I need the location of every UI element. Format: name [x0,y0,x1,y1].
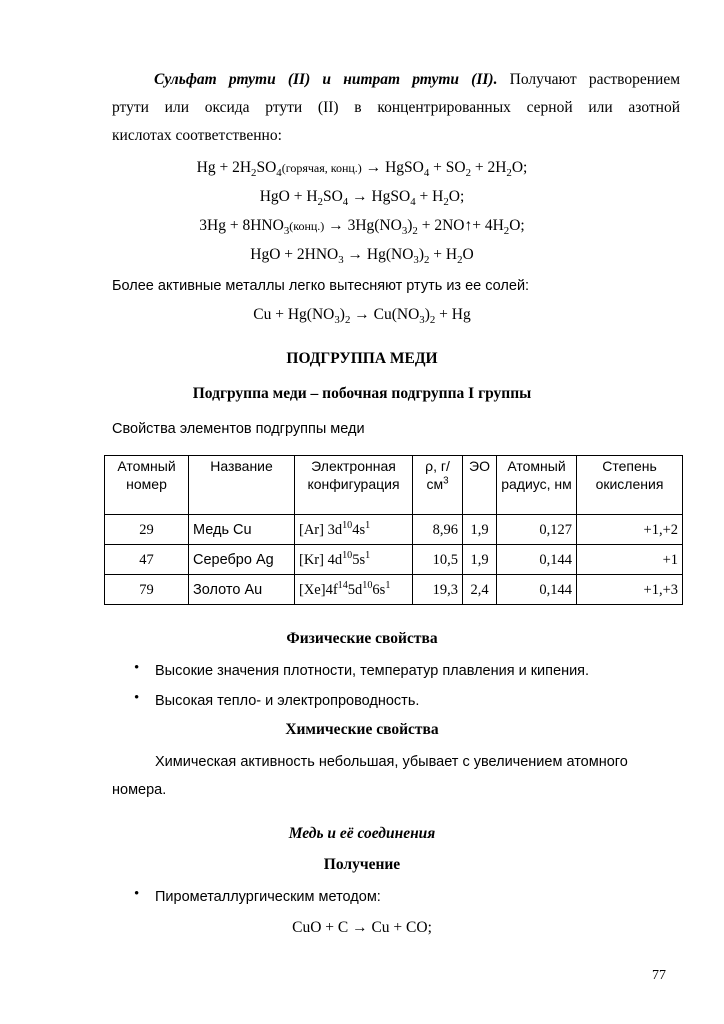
physical-item-2: Высокая тепло- и электропроводность. [155,693,420,709]
obtaining-title: Получение [323,856,401,873]
chemical-line-2: номера. [112,782,167,798]
header-name: Название [189,456,295,515]
cell-config: [Kr] $4d^{10}5s^1$ [295,545,413,575]
table-caption: Свойства элементов подгруппы меди [112,421,365,437]
intro-line-1-rest: Получают растворением [497,71,681,88]
cell-eo: 2,4 [463,575,497,605]
copper-title: Медь и её соединения [288,825,436,842]
cell-number: 79 [105,575,189,605]
cell-number: 29 [105,515,189,545]
cell-radius: 0,127 [497,515,577,545]
physical-title: Физические свойства [286,630,438,647]
equation-3: $3Hg + 8HNO_3(конц.) \to 3Hg(NO_3)_2$ + 2NO↑+ $4H_2O$; [199,217,525,238]
section-title: ПОДГРУППА МЕДИ [286,350,438,367]
physical-item-1: Высокие значения плотности, температур плавления и кипения. [155,663,590,679]
cell-eo: 1,9 [463,545,497,575]
equation-4: HgO + $2HNO_3 \to Hg(NO_3)_2 + H_2O$ [250,246,474,267]
cell-name: Серебро Ag [189,545,295,575]
cell-oxidation: +1,+2 [577,515,683,545]
intro-line-2: ртути или оксида ртути (II) в концентрированных серной или азотной [112,99,680,116]
bullet-icon: • [134,660,140,676]
cell-radius: 0,144 [497,575,577,605]
cell-density: 19,3 [413,575,463,605]
table-header-row [105,456,683,515]
header-oxidation: Степень окисления [577,456,683,515]
intro-line-1 [112,70,680,90]
equation-1: $Hg + 2H_2SO_4(горячая$, конц.) → HgSO$_4$ + $SO_2 + 2H_2O$; [196,159,528,180]
table-row [105,575,683,605]
table-row [105,515,683,545]
intro-title: Сульфат ртути (II) и нитрат ртути (II). [154,71,498,88]
header-config: Электронная конфигурация [295,456,413,515]
header-atomic-number: Атомный номер [105,456,189,515]
page-number: 77 [652,968,666,983]
cell-density: 10,5 [413,545,463,575]
table-row [105,545,683,575]
chemical-title: Химические свойства [285,721,439,738]
bullet-icon: • [134,690,140,706]
chemical-line-1: Химическая активность небольшая, убывает с увеличением атомного [155,754,628,770]
cell-density: 8,96 [413,515,463,545]
cell-name: Золото Au [189,575,295,605]
obtaining-item: Пирометаллургическим методом: [155,889,381,905]
equation-2: HgO + $H_2SO_4$ → HgSO$_4$ + $H_2O$; [259,188,465,209]
active-metals-text: Более активные металлы легко вытесняют ртуть из ее солей: [112,278,530,294]
header-eo: ЭО [463,456,497,515]
cell-oxidation: +1 [577,545,683,575]
cell-config: [Ar] $3d^{10}4s^1$ [295,515,413,545]
final-equation: CuO + C → Cu + CO; [292,919,432,936]
equation-5: $Cu + Hg(NO_3)_2 \to Cu(NO_3)_2 + Hg$ [253,306,471,327]
cell-config: $[Xe]4f^{14}5d^{10}6s^1$ [295,575,413,605]
cell-eo: 1,9 [463,515,497,545]
cell-number: 47 [105,545,189,575]
elements-table [104,455,683,605]
subsection-title: Подгруппа меди – побочная подгруппа I группы [192,385,532,402]
cell-radius: 0,144 [497,545,577,575]
intro-line-3: кислотах соответственно: [112,127,282,144]
cell-name: Медь Cu [189,515,295,545]
header-density: ρ, $г/см^3$ [413,456,463,515]
cell-oxidation: +1,+3 [577,575,683,605]
bullet-icon: • [134,886,140,902]
header-radius: Атомный радиус, нм [497,456,577,515]
